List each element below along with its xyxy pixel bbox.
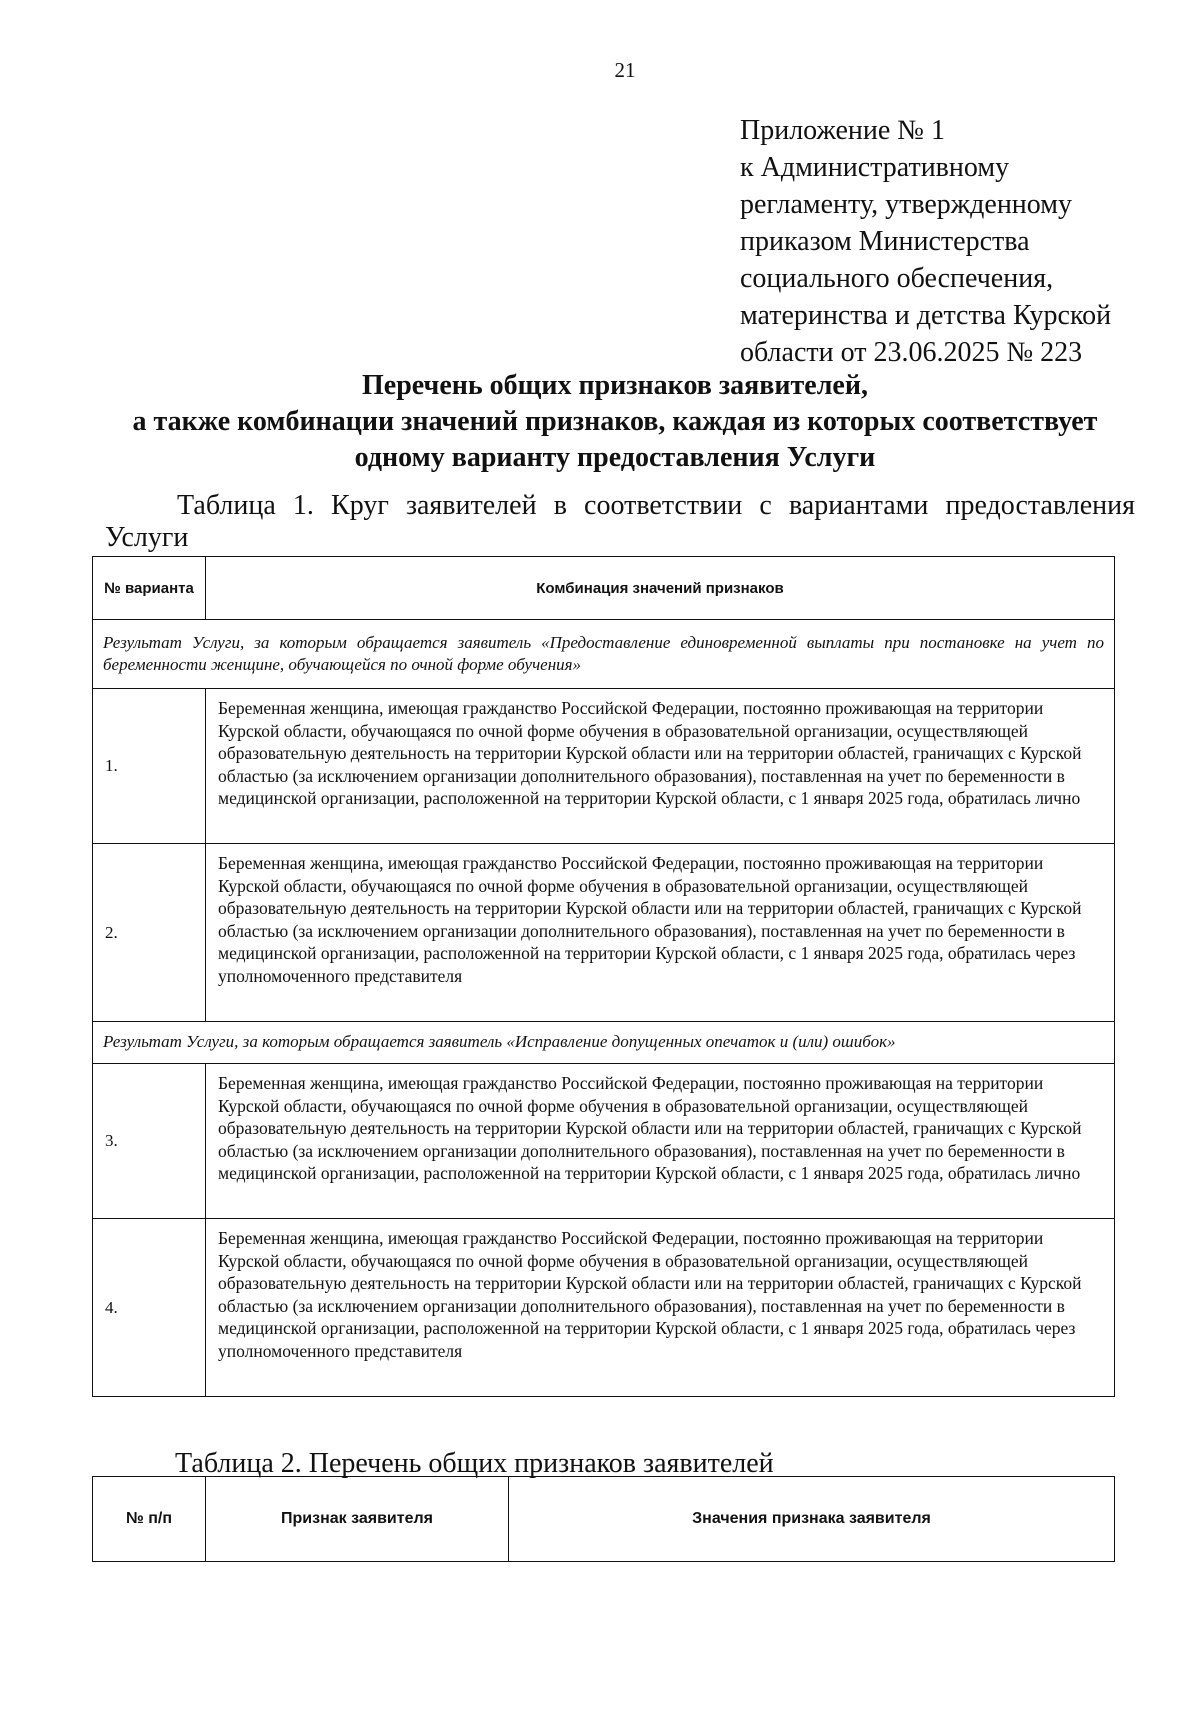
appendix-line: регламенту, утвержденному (740, 189, 1072, 220)
caption-word: с (759, 490, 772, 521)
page-number: 21 (614, 58, 636, 82)
heading-line: Перечень общих признаков заявителей, (362, 370, 868, 401)
variant-number: 1. (93, 689, 206, 844)
caption-word: Круг (331, 490, 389, 521)
variant-description: Беременная женщина, имеющая гражданство Российской Федерации, постоянно проживающая на территории Курской области, обучающаяся по очной форме обучения в образовательной организации, осуществляющей образовательную деятельность на территории Курской области или на территории областей, граничащих с Курской областью (за исключением организации дополнительного образования), поставленная на учет по беременности в медицинской организации, расположенной на территории Курской области, с 1 января 2025 года, обратилась лично (206, 689, 1115, 844)
caption-word: предоставления (945, 490, 1135, 521)
caption-word: 1. (292, 490, 314, 521)
result-group-text: Результат Услуги, за которым обращается заявитель «Предоставление единовременной выплаты при постановке на учет по беременности женщине, обучающейся по очной форме обучения» (93, 620, 1115, 689)
caption-word: соответствии (584, 490, 743, 521)
table-header-row (93, 1477, 1115, 1562)
result-group-text: Результат Услуги, за которым обращается заявитель «Исправление допущенных опечаток и (или) ошибок» (93, 1022, 1115, 1064)
table2-caption: Таблица 2. Перечень общих признаков заявителей (175, 1448, 774, 1479)
col-header-attribute-values: Значения признака заявителя (509, 1477, 1115, 1562)
col-header-number: № п/п (93, 1477, 206, 1562)
appendix-line: Приложение № 1 (740, 115, 945, 146)
table-applicant-attributes (92, 1476, 1115, 1562)
variant-number: 4. (93, 1219, 206, 1397)
col-header-variant-number: № варианта (93, 557, 206, 620)
table1-caption (105, 490, 1135, 554)
appendix-reference (740, 112, 1180, 371)
caption-word: Услуги (105, 522, 189, 553)
col-header-attribute: Признак заявителя (206, 1477, 509, 1562)
table-row (93, 689, 1115, 844)
appendix-line: социального обеспечения, (740, 263, 1054, 294)
variant-description: Беременная женщина, имеющая гражданство Российской Федерации, постоянно проживающая на территории Курской области, обучающаяся по очной форме обучения в образовательной организации, осуществляющей образовательную деятельность на территории Курской области или на территории областей, граничащих с Курской областью (за исключением организации дополнительного образования), поставленная на учет по беременности в медицинской организации, расположенной на территории Курской области, с 1 января 2025 года, обратилась лично (206, 1064, 1115, 1219)
heading-line: одному варианту предоставления Услуги (354, 442, 876, 473)
appendix-line: материнства и детства Курской (740, 300, 1112, 331)
result-group-row (93, 1022, 1115, 1064)
variant-description: Беременная женщина, имеющая гражданство Российской Федерации, постоянно проживающая на территории Курской области, обучающаяся по очной форме обучения в образовательной организации, осуществляющей образовательную деятельность на территории Курской области или на территории областей, граничащих с Курской областью (за исключением организации дополнительного образования), поставленная на учет по беременности в медицинской организации, расположенной на территории Курской области, с 1 января 2025 года, обратилась через уполномоченного представителя (206, 844, 1115, 1022)
variant-number: 2. (93, 844, 206, 1022)
result-group-row (93, 620, 1115, 689)
table-row (93, 1219, 1115, 1397)
caption-word: вариантами (788, 490, 929, 521)
caption-word: в (553, 490, 567, 521)
appendix-line: области от 23.06.2025 № 223 (740, 337, 1083, 368)
appendix-line: приказом Министерства (740, 226, 1030, 257)
document-heading (100, 368, 1130, 476)
table-row (93, 1064, 1115, 1219)
caption-word: Таблица (177, 490, 276, 521)
appendix-line: к Административному (740, 152, 1010, 183)
table-row (93, 844, 1115, 1022)
table-header-row (93, 557, 1115, 620)
variant-number: 3. (93, 1064, 206, 1219)
heading-line: а также комбинации значений признаков, каждая из которых соответствует (132, 406, 1098, 437)
caption-word: заявителей (405, 490, 537, 521)
col-header-combination: Комбинация значений признаков (206, 557, 1115, 620)
variant-description: Беременная женщина, имеющая гражданство Российской Федерации, постоянно проживающая на территории Курской области, обучающаяся по очной форме обучения в образовательной организации, осуществляющей образовательную деятельность на территории Курской области или на территории областей, граничащих с Курской областью (за исключением организации дополнительного образования), поставленная на учет по беременности в медицинской организации, расположенной на территории Курской области, с 1 января 2025 года, обратилась через уполномоченного представителя (206, 1219, 1115, 1397)
table-applicant-variants (92, 556, 1115, 1397)
